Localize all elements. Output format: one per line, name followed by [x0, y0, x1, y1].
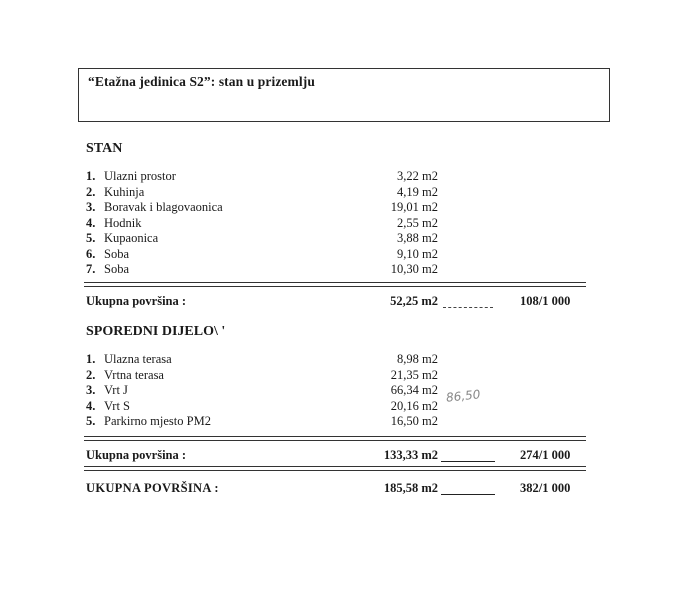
item-number: 2.: [86, 367, 96, 382]
grand-total-share: 382/1 000: [520, 481, 571, 495]
list-item: [86, 368, 164, 383]
item-value: 66,34 m2: [390, 383, 438, 397]
item-number: 3.: [86, 200, 96, 214]
item-number: 1.: [86, 352, 96, 366]
item-label: Soba: [104, 246, 129, 261]
stan-total-underline: [443, 307, 493, 308]
item-number: 5.: [86, 231, 96, 245]
item-number: 6.: [86, 246, 96, 261]
item-label: Vrt J: [104, 383, 128, 397]
list-item: [86, 352, 172, 367]
item-number: 5.: [86, 414, 96, 428]
item-value: 16,50 m2: [390, 414, 438, 428]
item-label: Boravak i blagovaonica: [104, 200, 223, 214]
item-value: 3,22 m2: [397, 169, 438, 183]
item-label: Soba: [104, 262, 129, 276]
handwritten-note: 86,50: [445, 387, 481, 405]
item-value: 21,35 m2: [390, 367, 438, 382]
item-number: 7.: [86, 262, 96, 276]
grand-double-rule: [84, 466, 586, 471]
sporedni-total-share: 274/1 000: [520, 448, 571, 462]
item-label: Vrtna terasa: [104, 367, 164, 382]
unit-title: “Etažna jedinica S2”: stan u prizemlju: [88, 74, 315, 89]
item-value: 4,19 m2: [397, 184, 438, 199]
sporedni-total-underline: [441, 461, 495, 462]
item-value: 19,01 m2: [390, 200, 438, 214]
stan-total-value: 52,25 m2: [390, 294, 438, 308]
grand-total-underline: [441, 494, 495, 495]
list-item: [86, 399, 130, 414]
item-label: Ulazna terasa: [104, 352, 172, 366]
sporedni-heading: SPOREDNI DIJELO\ ': [86, 324, 226, 339]
item-number: 4.: [86, 215, 96, 230]
stan-total-label: Ukupna površina :: [86, 294, 187, 308]
stan-total-share: 108/1 000: [520, 294, 571, 308]
list-item: [86, 383, 128, 398]
item-label: Ulazni prostor: [104, 169, 176, 183]
list-item: [86, 200, 223, 215]
grand-total-value: 185,58 m2: [383, 481, 438, 495]
sporedni-total-label: Ukupna površina :: [86, 448, 187, 462]
list-item: [86, 414, 211, 429]
title-box: [78, 68, 610, 122]
item-number: 1.: [86, 169, 96, 183]
item-label: Kuhinja: [104, 184, 145, 199]
sporedni-total-value: 133,33 m2: [383, 448, 438, 462]
list-item: [86, 262, 129, 277]
list-item: [86, 231, 158, 246]
list-item: [86, 216, 142, 231]
item-value: 8,98 m2: [397, 352, 438, 366]
stan-double-rule: [84, 282, 586, 287]
item-label: Parkirno mjesto PM2: [104, 414, 211, 428]
item-value: 3,88 m2: [397, 231, 438, 245]
list-item: [86, 247, 129, 262]
list-item: [86, 169, 176, 184]
item-value: 10,30 m2: [390, 262, 438, 276]
item-number: 3.: [86, 383, 96, 397]
item-label: Vrt S: [104, 398, 130, 413]
item-number: 4.: [86, 398, 96, 413]
list-item: [86, 185, 144, 200]
item-value: 20,16 m2: [390, 398, 438, 413]
item-label: Hodnik: [104, 215, 142, 230]
stan-heading: STAN: [86, 141, 123, 156]
item-value: 2,55 m2: [397, 215, 438, 230]
item-number: 2.: [86, 184, 96, 199]
grand-total-label: UKUPNA POVRŠINA :: [86, 481, 219, 495]
item-label: Kupaonica: [104, 231, 159, 245]
item-value: 9,10 m2: [397, 246, 438, 261]
sporedni-double-rule: [84, 436, 586, 441]
